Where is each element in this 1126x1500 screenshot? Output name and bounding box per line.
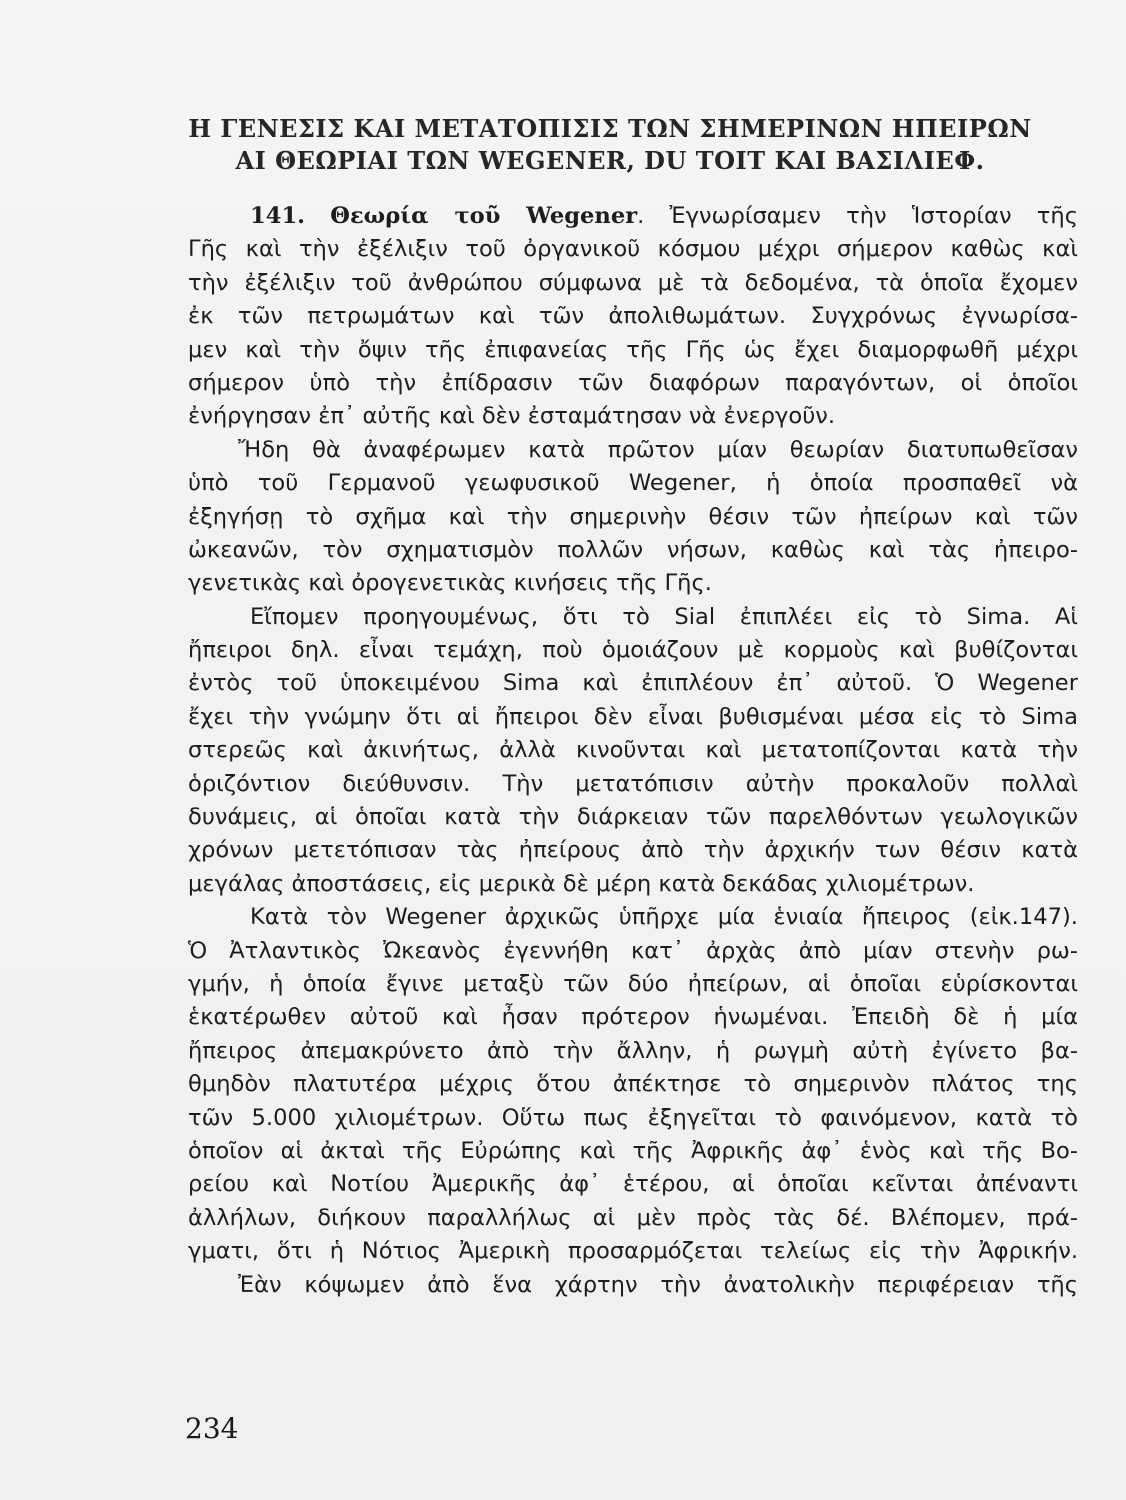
- section-number: 141.: [250, 203, 306, 229]
- text-line: Κατὰ τὸν Wegener ἀρχικῶς ὑπῆρχε μία ἑνιαία ἤπειρος (εἰκ.147).: [250, 904, 1078, 931]
- text-line: μεν καὶ τὴν ὄψιν τῆς ἐπιφανείας τῆς Γῆς ὡς ἔχει διαμορφωθῆ μέχρι: [188, 336, 1078, 363]
- text-line: ἐκ τῶν πετρωμάτων καὶ τῶν ἀπολιθωμάτων. Συγχρόνως ἐγνωρίσα-: [188, 303, 1078, 330]
- text-line: ἑκατέρωθεν αὐτοῦ καὶ ἦσαν πρότερον ἡνωμέναι. Ἐπειδὴ δὲ ἡ μία: [188, 1004, 1078, 1031]
- text-line: . Ἐγνωρίσαμεν τὴν Ἱστορίαν τῆς: [637, 203, 1078, 229]
- text-line: γενετικὰς καὶ ὀρογενετικὰς κινήσεις τῆς Γῆς.: [188, 570, 712, 597]
- text-line: μεγάλας ἀποστάσεις, εἰς μερικὰ δὲ μέρη κατὰ δεκάδας χιλιομέτρων.: [188, 870, 975, 897]
- body-text: [188, 200, 1078, 1302]
- text-line: στερεῶς καὶ ἀκινήτως, ἀλλὰ κινοῦνται καὶ μετατοπίζονται κατὰ τὴν: [188, 737, 1078, 764]
- chapter-heading-line-1: Η ΓΕΝΕΣΙΣ ΚΑΙ ΜΕΤΑΤΟΠΙΣΙΣ ΤΩΝ ΣΗΜΕΡΙΝΩΝ ΗΠΕΙΡΩΝ: [188, 114, 1032, 143]
- text-line: ἐξηγήσῃ τὸ σχῆμα καὶ τὴν σημερινὴν θέσιν τῶν ἠπείρων καὶ τῶν: [188, 503, 1078, 530]
- text-line: ὠκεανῶν, τὸν σχηματισμὸν πολλῶν νήσων, καθὼς καὶ τὰς ἠπειρο-: [188, 536, 1078, 563]
- chapter-heading-line-2: ΑΙ ΘΕΩΡΙΑΙ ΤΩΝ WEGENER, DU TOIT ΚΑΙ ΒΑΣΙΛΙΕΦ.: [235, 146, 985, 175]
- text-line: ἤπειροι δηλ. εἶναι τεμάχη, ποὺ ὁμοιάζουν μὲ κορμοὺς καὶ βυθίζονται: [188, 637, 1078, 664]
- text-line: Εἴπομεν προηγουμένως, ὅτι τὸ Sial ἐπιπλέει εἰς τὸ Sima. Αἱ: [250, 603, 1078, 630]
- text-line: χρόνων μετετόπισαν τὰς ἠπείρους ἀπὸ τὴν ἀρχικήν των θέσιν κατὰ: [188, 837, 1078, 864]
- text-line: Γῆς καὶ τὴν ἐξέλιξιν τοῦ ὀργανικοῦ κόσμου μέχρι σήμερον καθὼς καὶ: [188, 236, 1078, 263]
- text-line: ἀλλήλων, διήκουν παραλλήλως αἱ μὲν πρὸς τὰς δέ. Βλέπομεν, πρά-: [188, 1204, 1078, 1231]
- text-line: Ἤδη θὰ ἀναφέρωμεν κατὰ πρῶτον μίαν θεωρίαν διατυπωθεῖσαν: [238, 436, 1078, 463]
- text-line: ὁριζόντιον διεύθυνσιν. Τὴν μετατόπισιν αὐτὴν προκαλοῦν πολλαὶ: [188, 770, 1078, 797]
- text-line: γματι, ὅτι ἡ Νότιος Ἀμερικὴ προσαρμόζεται τελείως εἰς τὴν Ἀφρικήν.: [188, 1238, 1078, 1265]
- text-line: Ὁ Ἀτλαντικὸς Ὠκεανὸς ἐγεννήθη κατ᾽ ἀρχὰς ἀπὸ μίαν στενὴν ρω-: [188, 937, 1078, 964]
- text-line: ἔχει τὴν γνώμην ὅτι αἱ ἤπειροι δὲν εἶναι βυθισμέναι μέσα εἰς τὸ Sima: [188, 703, 1078, 730]
- text-line: δυνάμεις, αἱ ὁποῖαι κατὰ τὴν διάρκειαν τῶν παρελθόντων γεωλογικῶν: [188, 804, 1078, 831]
- text-line: ὁποῖον αἱ ἀκταὶ τῆς Εὐρώπης καὶ τῆς Ἀφρικῆς ἀφ᾽ ἑνὸς καὶ τῆς Βο-: [188, 1137, 1078, 1164]
- page-number: 234: [185, 1412, 239, 1445]
- text-line: ἤπειρος ἀπεμακρύνετο ἀπὸ τὴν ἄλλην, ἡ ρωγμὴ αὐτὴ ἐγίνετο βα-: [188, 1037, 1078, 1064]
- text-line: θμηδὸν πλατυτέρα μέχρις ὅτου ἀπέκτησε τὸ σημερινὸν πλάτος της: [188, 1071, 1078, 1098]
- text-line: σήμερον ὑπὸ τὴν ἐπίδρασιν τῶν διαφόρων παραγόντων, οἱ ὁποῖοι: [188, 369, 1078, 396]
- text-line: γμήν, ἡ ὁποία ἔγινε μεταξὺ τῶν δύο ἠπείρων, αἱ ὁποῖαι εὑρίσκονται: [188, 970, 1078, 997]
- section-first-line: [188, 200, 1078, 233]
- text-line: τὴν ἐξέλιξιν τοῦ ἀνθρώπου σύμφωνα μὲ τὰ δεδομένα, τὰ ὁποῖα ἔχομεν: [188, 269, 1078, 296]
- section-title: Θεωρία τοῦ Wegener: [330, 203, 638, 229]
- text-line: ἐντὸς τοῦ ὑποκειμένου Sima καὶ ἐπιπλέουν ἐπ᾽ αὐτοῦ. Ὁ Wegener: [188, 670, 1078, 697]
- text-line: ἐνήργησαν ἐπ᾽ αὐτῆς καὶ δὲν ἐσταμάτησαν νὰ ἐνεργοῦν.: [188, 403, 836, 430]
- text-line: ρείου καὶ Νοτίου Ἀμερικῆς ἀφ᾽ ἑτέρου, αἱ ὁποῖαι κεῖνται ἀπέναντι: [188, 1171, 1078, 1198]
- text-line: Ἐὰν κόψωμεν ἀπὸ ἕνα χάρτην τὴν ἀνατολικὴν περιφέρειαν τῆς: [238, 1271, 1078, 1298]
- text-line: ὑπὸ τοῦ Γερμανοῦ γεωφυσικοῦ Wegener, ἡ ὁποία προσπαθεῖ νὰ: [188, 470, 1078, 497]
- text-line: τῶν 5.000 χιλιομέτρων. Οὕτω πως ἐξηγεῖται τὸ φαινόμενον, κατὰ τὸ: [188, 1104, 1078, 1131]
